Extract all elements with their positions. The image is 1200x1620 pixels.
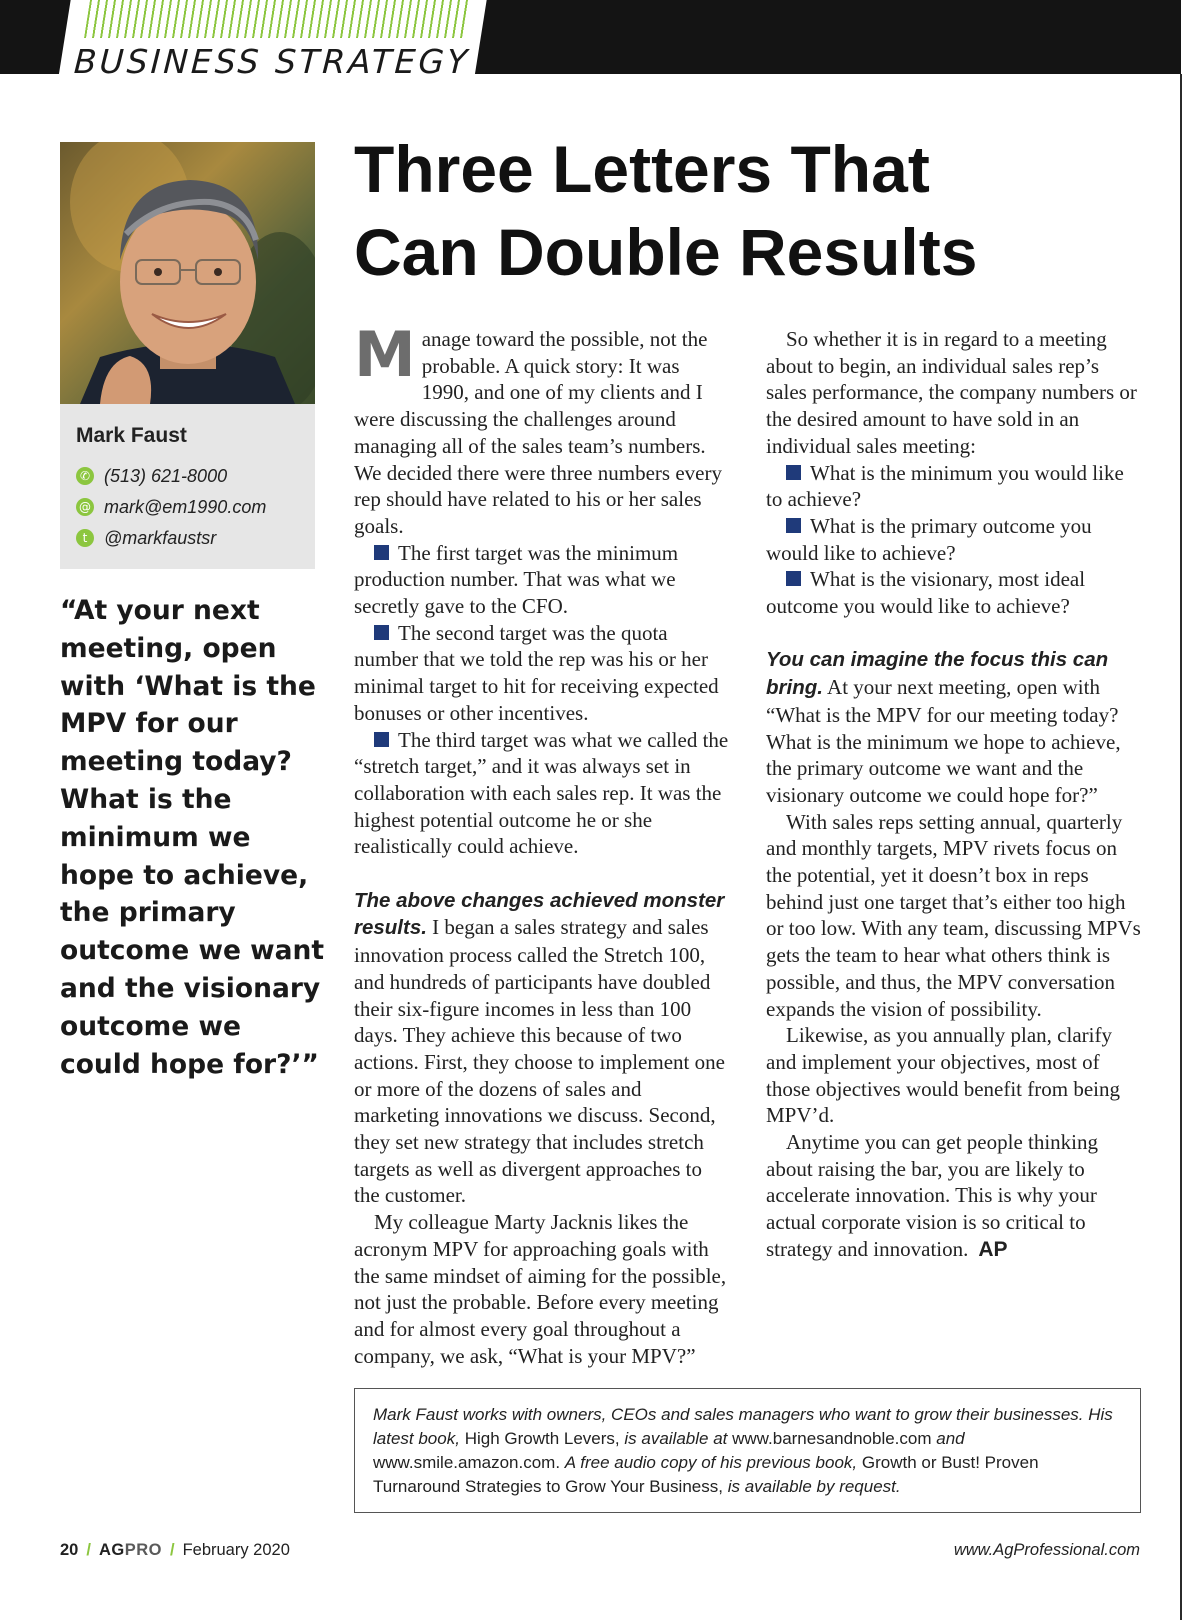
bullet-item: What is the visionary, most ideal outcome you would like to achieve?: [766, 567, 1086, 619]
bullet-item: The second target was the quota number that we told the rep was his or her minimal target to hit for receiving expected bonuses or other incentives.: [354, 620, 719, 725]
bullet-item: The first target was the minimum production number. That was what we secretly gave to the CFO.: [354, 540, 679, 619]
phone-icon: ✆: [76, 467, 94, 485]
run-in-subhead: You can imagine the focus this can bring.: [766, 648, 1109, 700]
square-bullet-icon: [786, 465, 801, 480]
author-email-row: [76, 497, 266, 521]
magazine-name: AGPRO: [98, 1541, 162, 1559]
author-twitter[interactable]: @markfaustsr: [104, 528, 217, 548]
issue-date: February 2020: [182, 1541, 290, 1559]
headline-line-2: Can Double Results: [354, 215, 978, 289]
drop-cap: M: [354, 318, 416, 391]
bio-link[interactable]: www.barnesandnoble.com: [732, 1429, 932, 1448]
bullet-item: The third target was what we called the “stretch target,” and it was always set in collaboration with each sales rep. It was the highest potential outcome he or she realistically could achieve.: [354, 727, 729, 859]
article-column-2: [766, 326, 1142, 1264]
author-phone: (513) 621-8000: [104, 466, 228, 486]
article-paragraph: You can imagine the focus this can bring. At your next meeting, open with “What is the MPV for our meeting today? What is the minimum we hope to achieve, the primary outcome we want and the visionary outcome we could hope for?”: [766, 648, 1121, 807]
square-bullet-icon: [374, 545, 389, 560]
page-edge-rule: [1180, 74, 1182, 1620]
decorative-hatch: [84, 0, 470, 38]
page-number: 20: [60, 1541, 79, 1559]
bio-link[interactable]: www.smile.amazon.com.: [373, 1453, 561, 1472]
run-in-subhead: The above changes achieved monster results.: [354, 888, 725, 940]
book-title: Growth or Bust! Proven Turnaround Strategies to Grow Your Business,: [373, 1453, 1039, 1496]
headline-line-1: Three Letters That: [354, 132, 930, 206]
author-card: [60, 404, 315, 569]
article-paragraph: Manage toward the possible, not the probable. A quick story: It was 1990, and one of my clients and I were discussing the challenges around managing all of the sales team’s numbers. We decided there were three numbers every rep should have related to his or her sales goals.: [354, 318, 722, 538]
square-bullet-icon: [786, 518, 801, 533]
square-bullet-icon: [374, 732, 389, 747]
footer-separator: /: [169, 1541, 175, 1559]
author-bio-box: Mark Faust works with owners, CEOs and sales managers who want to grow their businesses. His latest book, High Growth Levers, is available at www.barnesandnoble.com and www.smile.amazon.com. A free audio copy of his previous book, Growth or Bust! Proven Turnaround Strategies to Grow Your Business, is available by request.: [354, 1388, 1141, 1513]
article-paragraph: So whether it is in regard to a meeting about to begin, an individual sales rep’s sales performance, the company numbers or the desired amount to have sold in an individual sales meeting:: [766, 327, 1137, 458]
article-column-1: [354, 318, 730, 1369]
signoff-mark: AP: [978, 1237, 1008, 1261]
footer-separator: /: [86, 1541, 91, 1559]
footer-website[interactable]: www.AgProfessional.com: [953, 1541, 1140, 1559]
article-paragraph: My colleague Marty Jacknis likes the acronym MPV for approaching goals with the same mindset of aiming for the possible, not just the probable. Before every meeting and for almost every goal throughout a company, we ask, “What is your MPV?”: [354, 1210, 727, 1368]
author-email[interactable]: mark@em1990.com: [104, 497, 267, 517]
article-paragraph: With sales reps setting annual, quarterly and monthly targets, MPV rivets focus on the potential, yet it doesn’t box in reps behind just one target that’s either too high or too low. With any team, discussing MPVs gets the team to hear what others think is possible, and thus, the MPV conversation expands the vision of possibility.: [766, 809, 1141, 1021]
author-portrait-image: [60, 142, 315, 404]
author-name: Mark Faust: [76, 424, 187, 447]
bullet-item: What is the minimum you would like to achieve?: [766, 460, 1124, 512]
section-label: BUSINESS STRATEGY: [72, 42, 472, 81]
footer-folio: [60, 1541, 290, 1560]
book-title: High Growth Levers,: [464, 1429, 620, 1448]
author-phone-row: [76, 466, 227, 490]
twitter-icon: t: [76, 529, 94, 547]
bullet-item: What is the primary outcome you would like to achieve?: [766, 513, 1092, 565]
article-paragraph: The above changes achieved monster results. I began a sales strategy and sales innovation process called the Stretch 100, and hundreds of participants have doubled their six-figure incomes in less than 100 days. They achieve this because of two actions. First, they choose to implement one or more of the dozens of sales and marketing innovations we discuss. Second, they set new strategy that includes stretch targets as well as divergent approaches to the customer.: [354, 888, 725, 1208]
square-bullet-icon: [374, 625, 389, 640]
pull-quote: “At your next meeting, open with ‘What is the MPV for our meeting today? What is the minimum we hope to achieve, the primary outcome we want and the visionary outcome we could hope for?’”: [60, 595, 325, 1080]
author-twitter-row: [76, 528, 216, 552]
article-headline: [354, 128, 1154, 294]
article-paragraph: Likewise, as you annually plan, clarify and implement your objectives, most of those objectives would benefit from being MPV’d.: [766, 1023, 1120, 1128]
article-paragraph: Anytime you can get people thinking about raising the bar, you are likely to accelerate innovation. This is why your actual corporate vision is so critical to strategy and innovation. AP: [766, 1130, 1099, 1261]
at-sign-icon: @: [76, 498, 94, 516]
author-photo: [60, 142, 315, 404]
square-bullet-icon: [786, 571, 801, 586]
